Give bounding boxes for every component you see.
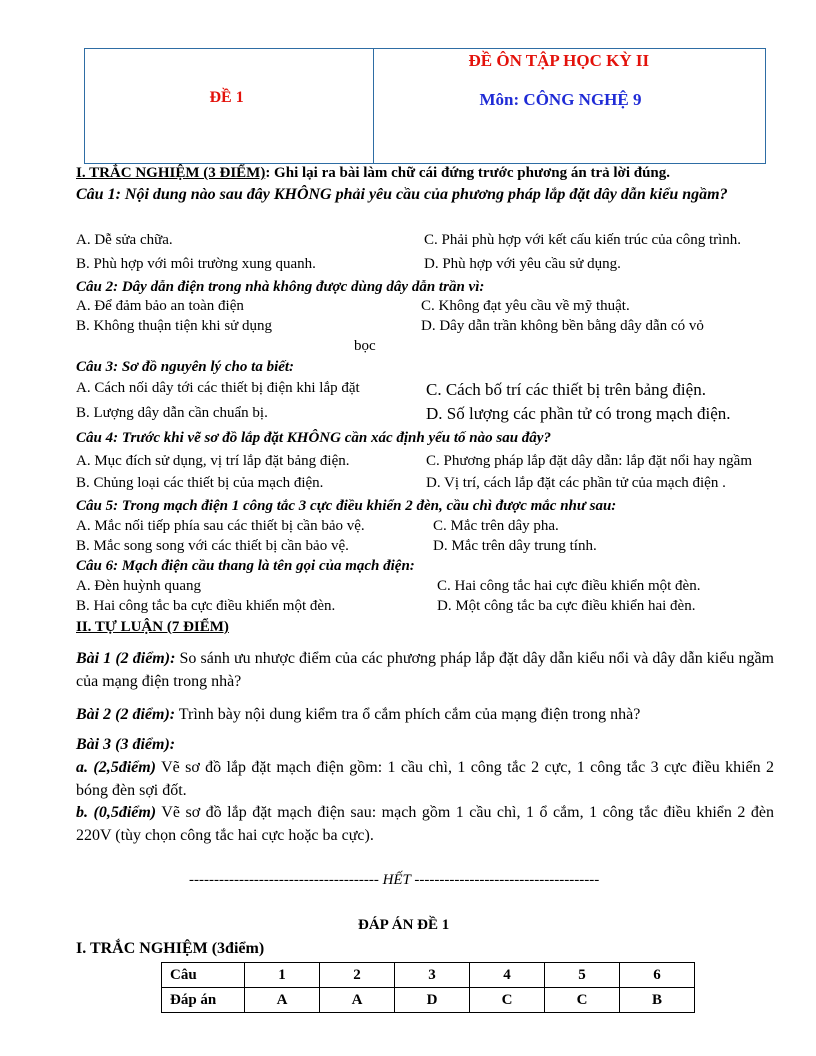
part1-heading: I. TRẮC NGHIỆM (3 ĐIỂM)	[76, 165, 266, 181]
answers-section: I. TRẮC NGHIỆM (3điểm)	[76, 940, 265, 957]
bai-3a-text: Vẽ sơ đồ lắp đặt mạch điện gồm: 1 cầu chì, 1 công tắc 2 cực, 1 công tắc 3 cực điều khiển 2 bóng đèn sợi đốt.	[76, 759, 774, 799]
bai-1-label: Bài 1 (2 điểm):	[76, 650, 176, 667]
question-number-cell: 1	[245, 963, 320, 988]
bai-3b	[76, 801, 774, 847]
header-left-cell	[85, 49, 374, 164]
exam-code: ĐỀ 1	[209, 88, 244, 106]
end-line: -------------------------------------- HẾT -------------------------------------	[189, 872, 600, 888]
q6-option-b: B. Hai công tắc ba cực điều khiển một đèn.	[76, 598, 336, 614]
bai-2-text: Trình bày nội dung kiểm tra ổ cắm phích cắm của mạng điện trong nhà?	[175, 706, 641, 723]
bai-1-text: So sánh ưu nhược điểm của các phương pháp lắp đặt dây dẫn kiểu nổi và dây dẫn kiểu ngầm của mạng điện trong nhà?	[76, 650, 774, 690]
q5-option-c: C. Mắc trên dây pha.	[433, 518, 559, 534]
question-number-cell: 5	[545, 963, 620, 988]
q3-option-d: D. Số lượng các phần tử có trong mạch điện.	[426, 404, 731, 423]
bai-1	[76, 647, 774, 693]
question-number-cell: 6	[620, 963, 695, 988]
q6-option-d: D. Một công tắc ba cực điều khiển hai đèn.	[437, 598, 696, 614]
header-right-cell	[374, 49, 766, 164]
question-5-label: Câu 5: Trong mạch điện 1 công tắc 3 cực điều khiển 2 đèn, cầu chì được mắc như sau:	[76, 498, 617, 514]
question-number-cell: 2	[320, 963, 395, 988]
bai-2-label: Bài 2 (2 điểm):	[76, 706, 176, 723]
bai-3b-label: b. (0,5điểm)	[76, 804, 157, 821]
bai-3-label: Bài 3 (3 điểm):	[76, 736, 176, 753]
answer-key-cell: A	[245, 988, 320, 1013]
q6-option-c: C. Hai công tắc hai cực điều khiển một đèn.	[437, 578, 701, 594]
q1-option-d: D. Phù hợp với yêu cầu sử dụng.	[424, 256, 621, 272]
question-3-label: Câu 3: Sơ đồ nguyên lý cho ta biết:	[76, 359, 295, 375]
q3-option-c: C. Cách bố trí các thiết bị trên bảng điện.	[426, 380, 706, 399]
q4-option-c: C. Phương pháp lắp đặt dây dẫn: lắp đặt nổi hay ngầm	[426, 453, 753, 469]
question-2-label: Câu 2: Dây dẫn điện trong nhà không được dùng dây dẫn trần vì:	[76, 279, 485, 295]
exam-subject: Môn: CÔNG NGHỆ 9	[479, 89, 642, 109]
row-label-cau: Câu	[162, 963, 245, 988]
answer-key-cell: D	[395, 988, 470, 1013]
q2-option-b: B. Không thuận tiện khi sử dụng	[76, 318, 273, 334]
q4-option-d: D. Vị trí, cách lắp đặt các phần tử của mạch điện .	[426, 475, 726, 491]
bai-3a	[76, 756, 774, 802]
q2-option-d: D. Dây dẫn trần không bền bằng dây dẫn có vỏ	[421, 318, 704, 334]
question-1-label: Câu 1: Nội dung nào sau đây KHÔNG phải yêu cầu của phương pháp lắp đặt dây dẫn kiểu ngầm?	[76, 186, 728, 203]
q5-option-b: B. Mắc song song với các thiết bị cần bảo vệ.	[76, 538, 349, 554]
part1-instruction: : Ghi lại ra bài làm chữ cái đứng trước phương án trả lời đúng.	[265, 165, 671, 181]
part2-heading: II. TỰ LUẬN (7 ĐIỂM)	[76, 619, 229, 635]
bai-3b-text: Vẽ sơ đồ lắp đặt mạch điện sau: mạch gồm 1 cầu chì, 1 ổ cắm, 1 công tắc điều khiển 2 đèn 220V (tùy chọn công tắc hai cực hoặc ba cực).	[76, 804, 774, 844]
q1-option-a: A. Dễ sửa chữa.	[76, 232, 173, 248]
answer-key-cell: B	[620, 988, 695, 1013]
header-table	[84, 48, 766, 164]
q2-option-c: C. Không đạt yêu cầu về mỹ thuật.	[421, 298, 630, 314]
q1-option-b: B. Phù hợp với môi trường xung quanh.	[76, 256, 316, 272]
answers-row-keys	[162, 988, 695, 1013]
q4-option-a: A. Mục đích sử dụng, vị trí lắp đặt bảng điện.	[76, 453, 350, 469]
exam-title: ĐỀ ÔN TẬP HỌC KỲ II	[468, 50, 650, 70]
answer-key-cell: C	[545, 988, 620, 1013]
q3-option-a: A. Cách nối dây tới các thiết bị điện khi lắp đặt	[76, 380, 360, 396]
answers-row-questions	[162, 963, 695, 988]
answers-table	[161, 962, 695, 1013]
answers-title: ĐÁP ÁN ĐỀ 1	[358, 917, 450, 933]
question-number-cell: 4	[470, 963, 545, 988]
q2-option-a: A. Để đảm bảo an toàn điện	[76, 298, 244, 314]
q5-option-a: A. Mắc nối tiếp phía sau các thiết bị cần bảo vệ.	[76, 518, 365, 534]
part1-heading-line	[76, 165, 670, 182]
bai-2	[76, 703, 774, 726]
answer-key-cell: C	[470, 988, 545, 1013]
q1-option-c: C. Phải phù hợp với kết cấu kiến trúc của công trình.	[424, 232, 742, 248]
row-label-dap-an: Đáp án	[162, 988, 245, 1013]
q5-option-d: D. Mắc trên dây trung tính.	[433, 538, 597, 554]
q4-option-b: B. Chủng loại các thiết bị của mạch điện.	[76, 475, 324, 491]
q3-option-b: B. Lượng dây dẫn cần chuẩn bị.	[76, 405, 268, 421]
question-number-cell: 3	[395, 963, 470, 988]
question-6-label: Câu 6: Mạch điện cầu thang là tên gọi của mạch điện:	[76, 558, 415, 574]
q6-option-a: A. Đèn huỳnh quang	[76, 578, 201, 594]
answer-key-cell: A	[320, 988, 395, 1013]
question-4-label: Câu 4: Trước khi vẽ sơ đồ lắp đặt KHÔNG cần xác định yếu tố nào sau đây?	[76, 430, 551, 446]
bai-3a-label: a. (2,5điểm)	[76, 759, 157, 776]
q2-option-d-cont: bọc	[354, 338, 376, 354]
